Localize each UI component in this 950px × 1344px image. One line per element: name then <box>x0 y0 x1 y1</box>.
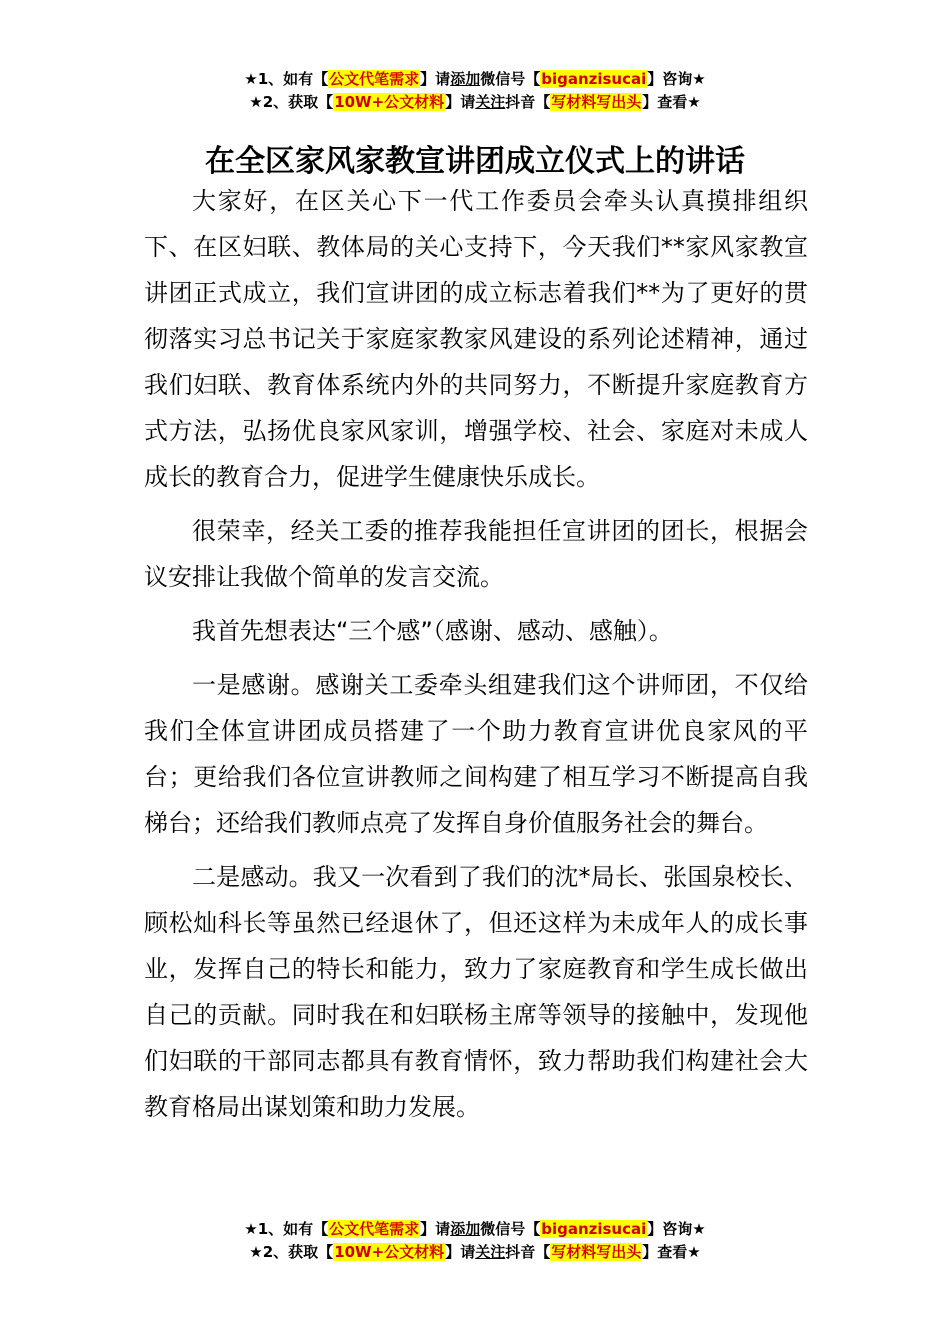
promo-highlight: 公文代笔需求 <box>329 1220 420 1238</box>
promo-text: 微信号【 <box>480 1220 541 1238</box>
promo-suffix: 】咨询★ <box>647 1220 706 1238</box>
paragraph: 一是感谢。感谢关工委牵头组建我们这个讲师团，不仅给我们全体宣讲团成员搭建了一个助力教育宣讲优良家风的平台；更给我们各位宣讲教师之间构建了相互学习不断提高自我梯台；还给我们教师点亮了发挥自身价值服务社会的舞台。 <box>144 671 808 837</box>
promo-line-1 <box>0 1218 950 1241</box>
document-body <box>144 178 808 1138</box>
paragraph: 二是感动。我又一次看到了我们的沈*局长、张国泉校长、顾松灿科长等虽然已经退休了，但还这样为未成年人的成长事业，发挥自己的特长和能力，致力了家庭教育和学生成长做出自己的贡献。同时我在和妇联杨主席等领导的接触中，发现他们妇联的干部同志都具有教育情怀，致力帮助我们构建社会大教育格局出谋划策和助力发展。 <box>144 863 808 1121</box>
promo-highlight: 10W+公文材料 <box>334 1243 445 1261</box>
promo-suffix: 】查看★ <box>642 1243 701 1261</box>
promo-highlight: biganzisucai <box>541 1220 647 1238</box>
paragraph: 很荣幸，经关工委的推荐我能担任宣讲团的团长，根据会议安排让我做个简单的发言交流。 <box>144 517 808 591</box>
promo-banner-top <box>0 68 950 114</box>
promo-suffix: 】查看★ <box>642 93 701 111</box>
promo-line-2 <box>0 91 950 114</box>
promo-prefix: ★1、如有【 <box>244 1220 329 1238</box>
promo-underlined: 关注 <box>475 1243 506 1261</box>
promo-text: 抖音【 <box>505 93 551 111</box>
promo-text: 】请 <box>445 93 476 111</box>
promo-highlight: 公文代笔需求 <box>329 70 420 88</box>
document-title: 在全区家风家教宣讲团成立仪式上的讲话 <box>205 144 745 180</box>
promo-highlight: 写材料写出头 <box>551 93 642 111</box>
promo-highlight: 10W+公文材料 <box>334 93 445 111</box>
promo-text: 】请 <box>420 1220 451 1238</box>
promo-suffix: 】咨询★ <box>647 70 706 88</box>
promo-text: 微信号【 <box>480 70 541 88</box>
promo-highlight: 写材料写出头 <box>551 1243 642 1261</box>
promo-underlined: 关注 <box>475 93 506 111</box>
promo-text: 】请 <box>445 1243 476 1261</box>
promo-text: 】请 <box>420 70 451 88</box>
promo-prefix: ★1、如有【 <box>244 70 329 88</box>
promo-prefix: ★2、获取【 <box>249 1243 334 1261</box>
promo-banner-bottom <box>0 1218 950 1264</box>
promo-highlight: biganzisucai <box>541 70 647 88</box>
promo-underlined: 添加 <box>450 70 481 88</box>
promo-prefix: ★2、获取【 <box>249 93 334 111</box>
promo-underlined: 添加 <box>450 1220 481 1238</box>
paragraph: 我首先想表达“三个感”（感谢、感动、感触）。 <box>192 617 673 645</box>
promo-line-1 <box>0 68 950 91</box>
promo-text: 抖音【 <box>505 1243 551 1261</box>
promo-line-2 <box>0 1241 950 1264</box>
paragraph: 大家好，在区关心下一代工作委员会牵头认真摸排组织下、在区妇联、教体局的关心支持下，今天我们**家风家教宣讲团正式成立，我们宣讲团的成立标志着我们**为了更好的贯彻落实习总书记关于家庭家教家风建设的系列论述精神，通过我们妇联、教育体系统内外的共同努力，不断提升家庭教育方式方法，弘扬优良家风家训，增强学校、社会、家庭对未成人成长的教育合力，促进学生健康快乐成长。 <box>144 187 808 491</box>
